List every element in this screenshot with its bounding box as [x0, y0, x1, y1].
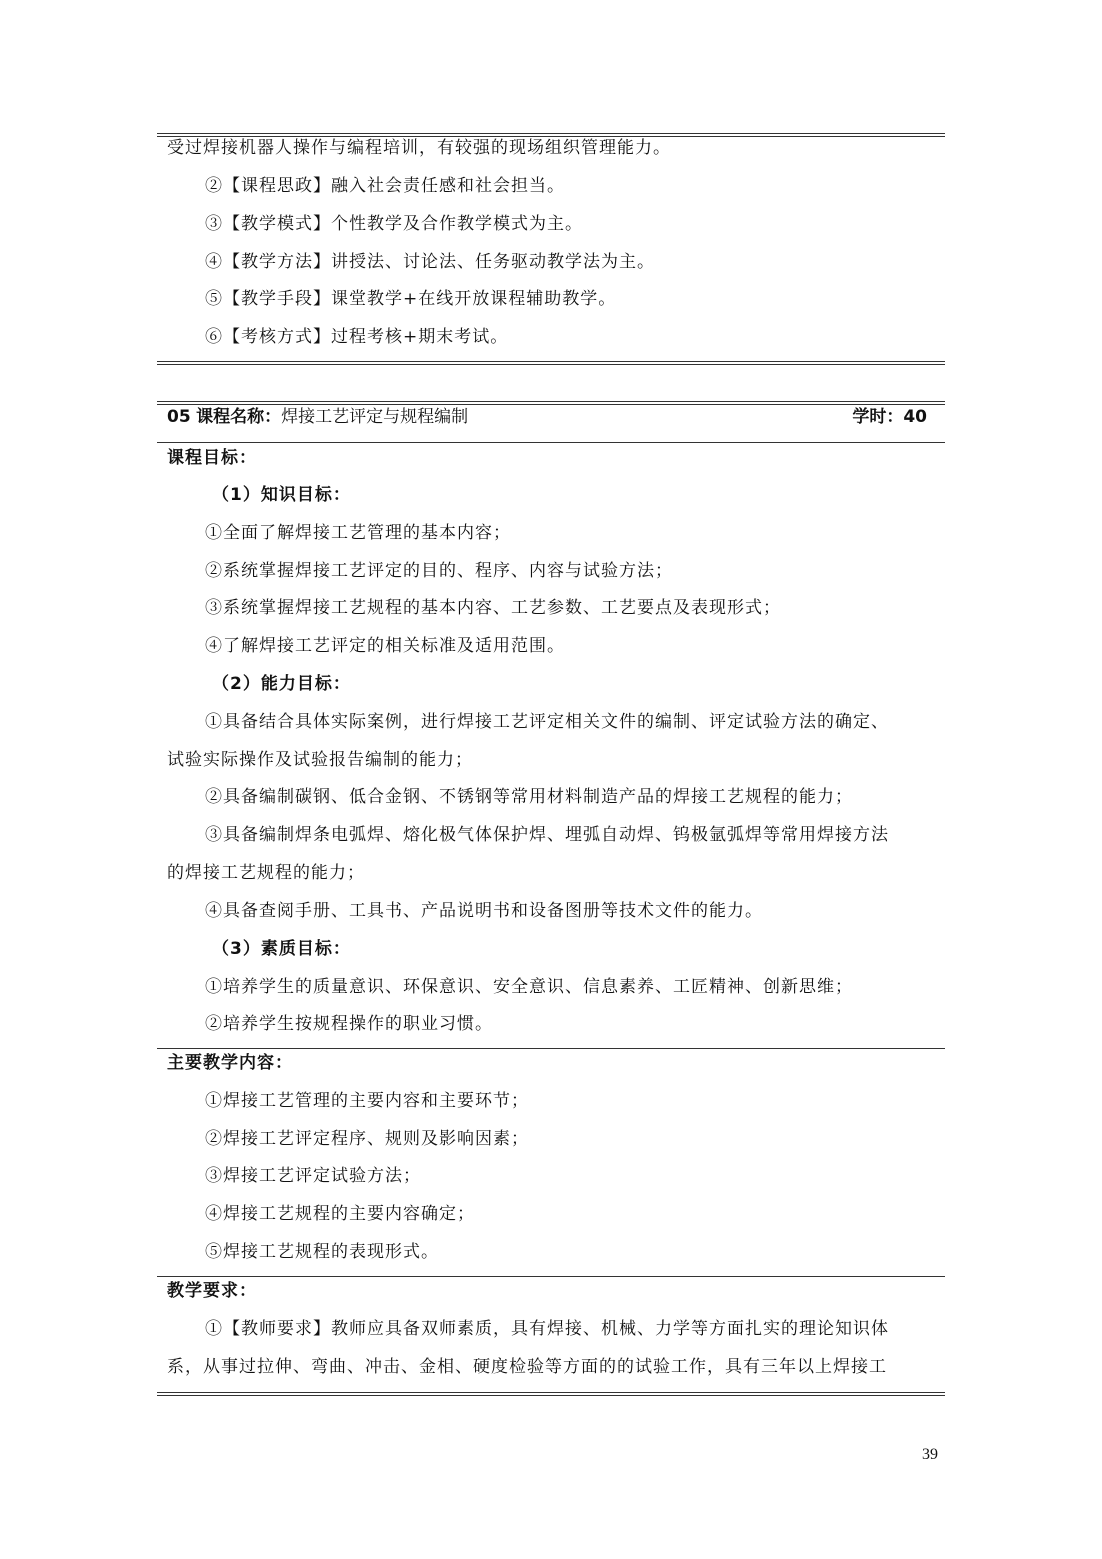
list-item: ②具备编制碳钢、低合金钢、不锈钢等常用材料制造产品的焊接工艺规程的能力； [205, 787, 853, 807]
row-divider [157, 1276, 945, 1277]
list-item: ④了解焊接工艺评定的相关标准及适用范围。 [205, 636, 565, 656]
content-heading: 主要教学内容： [167, 1053, 293, 1073]
table-border-top [157, 401, 945, 405]
list-item: ①焊接工艺管理的主要内容和主要环节； [205, 1091, 529, 1111]
list-item: ②【课程思政】融入社会责任感和社会担当。 [205, 176, 565, 196]
table-border-bottom [157, 1392, 945, 1396]
req-heading: 教学要求： [167, 1281, 257, 1301]
knowledge-heading: （1）知识目标： [212, 485, 351, 505]
row-divider [157, 442, 945, 443]
list-item: ①全面了解焊接工艺管理的基本内容； [205, 523, 511, 543]
list-item: ⑥【考核方式】过程考核+期末考试。 [205, 327, 509, 347]
list-item-cont: 试验实际操作及试验报告编制的能力； [167, 750, 473, 770]
course-number: 05 [167, 407, 191, 427]
list-item: ④【教学方法】讲授法、讨论法、任务驱动教学法为主。 [205, 252, 655, 272]
list-item: ②培养学生按规程操作的职业习惯。 [205, 1014, 493, 1034]
list-item-cont: 的焊接工艺规程的能力； [167, 863, 365, 883]
course-name: 焊接工艺评定与规程编制 [281, 407, 469, 427]
list-item-cont: 系，从事过拉伸、弯曲、冲击、金相、硬度检验等方面的的试验工作，具有三年以上焊接工 [167, 1357, 887, 1377]
list-item: ③系统掌握焊接工艺规程的基本内容、工艺参数、工艺要点及表现形式； [205, 598, 781, 618]
list-item: ④具备查阅手册、工具书、产品说明书和设备图册等技术文件的能力。 [205, 901, 763, 921]
list-item: ③具备编制焊条电弧焊、熔化极气体保护焊、埋弧自动焊、钨极氩弧焊等常用焊接方法 [205, 825, 889, 845]
list-item: ②焊接工艺评定程序、规则及影响因素； [205, 1129, 529, 1149]
list-item: ⑤【教学手段】课堂教学+在线开放课程辅助教学。 [205, 289, 617, 309]
list-item: ④焊接工艺规程的主要内容确定； [205, 1204, 475, 1224]
list-item: ③【教学模式】个性教学及合作教学模式为主。 [205, 214, 583, 234]
goals-heading: 课程目标： [167, 448, 257, 468]
list-item: ②系统掌握焊接工艺评定的目的、程序、内容与试验方法； [205, 561, 673, 581]
row-divider [157, 1048, 945, 1049]
list-item: ①培养学生的质量意识、环保意识、安全意识、信息素养、工匠精神、创新思维； [205, 977, 853, 997]
course-title-row [167, 406, 927, 428]
list-item: ③焊接工艺评定试验方法； [205, 1166, 421, 1186]
table-border-bottom [157, 361, 945, 365]
list-item: ①具备结合具体实际案例，进行焊接工艺评定相关文件的编制、评定试验方法的确定、 [205, 712, 889, 732]
list-item: ⑤焊接工艺规程的表现形式。 [205, 1242, 439, 1262]
course-hours: 学时：40 [852, 407, 927, 427]
page-number: 39 [922, 1446, 938, 1463]
course-name-label: 课程名称： [196, 407, 282, 427]
quality-heading: （3）素质目标： [212, 939, 351, 959]
list-item: ①【教师要求】教师应具备双师素质，具有焊接、机械、力学等方面扎实的理论知识体 [205, 1319, 889, 1339]
continued-text: 受过焊接机器人操作与编程培训，有较强的现场组织管理能力。 [167, 138, 671, 158]
ability-heading: （2）能力目标： [212, 674, 351, 694]
